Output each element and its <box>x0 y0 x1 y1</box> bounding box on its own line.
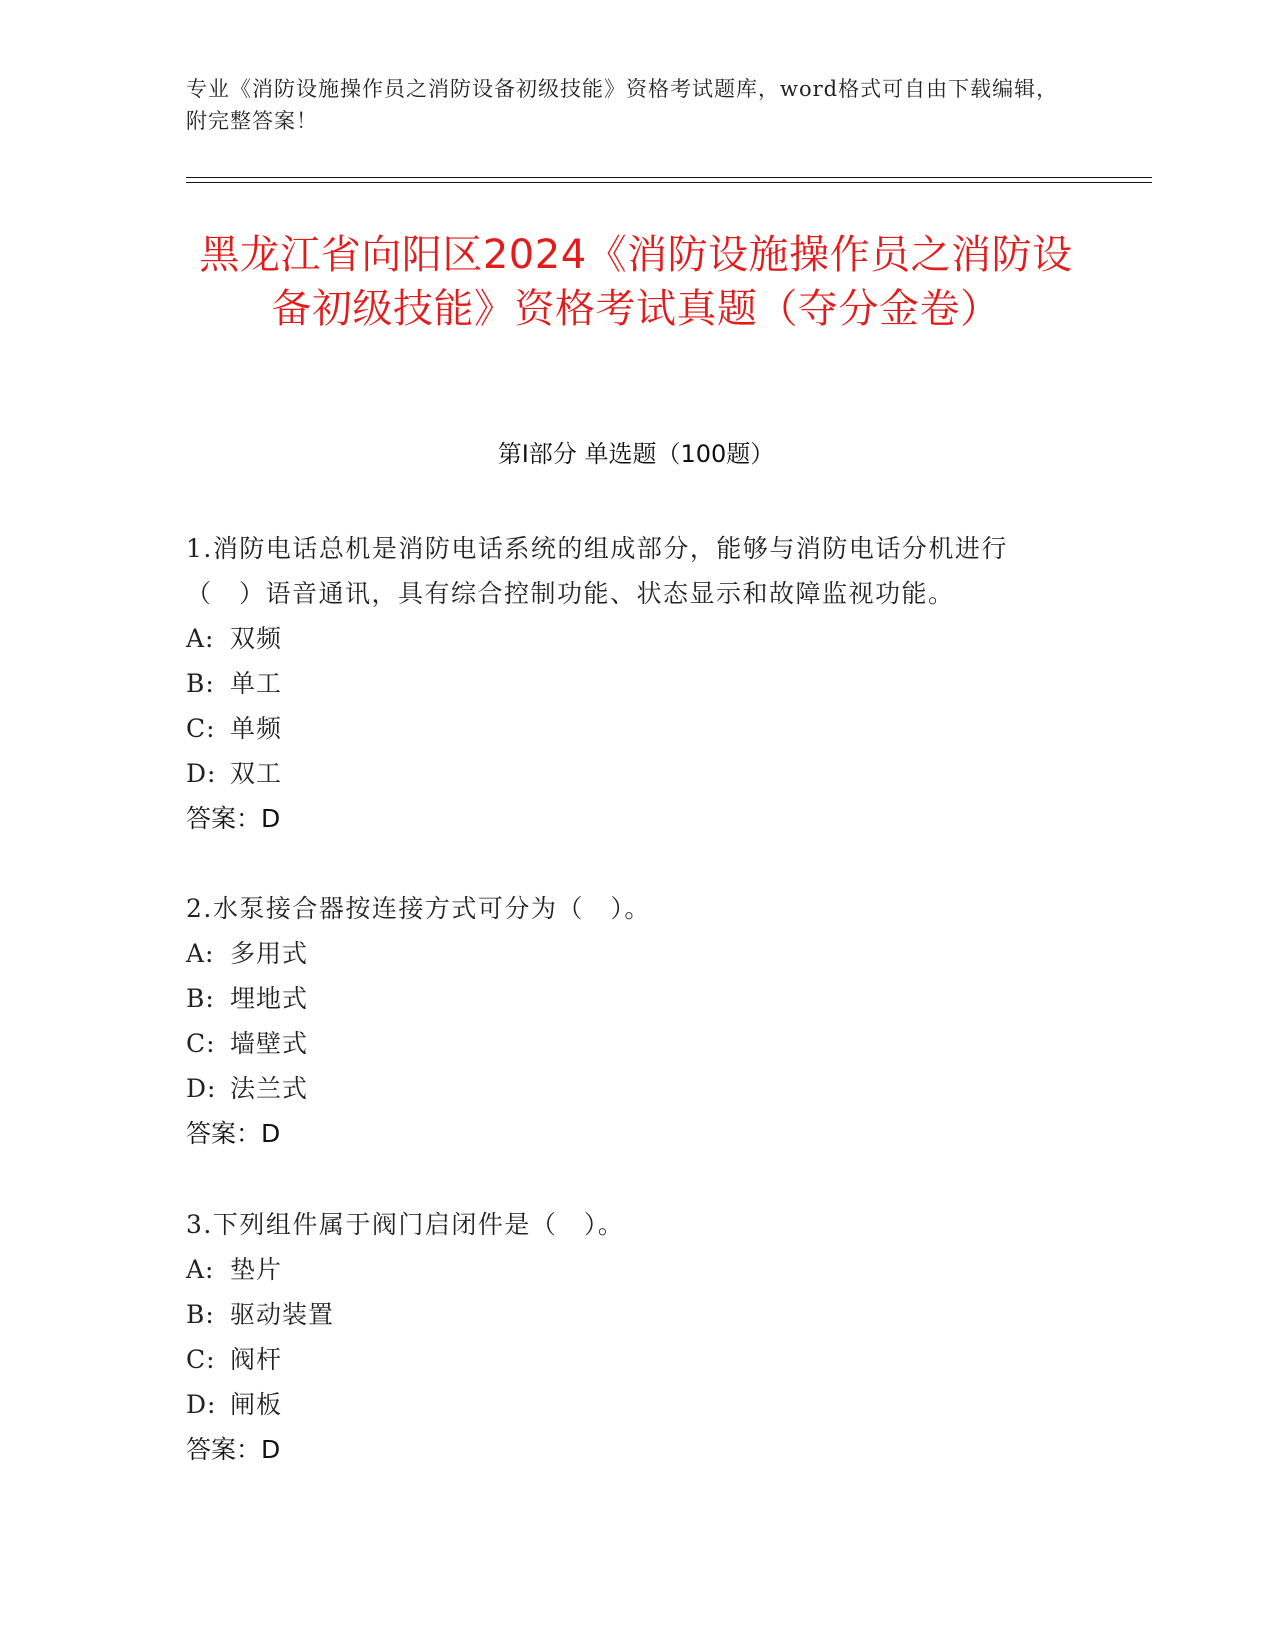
question-3 <box>186 1202 1066 1472</box>
option-b <box>186 976 1066 1021</box>
option-c <box>186 706 1066 751</box>
answer: 答案：D <box>186 1119 281 1148</box>
option-key: D: <box>186 1390 217 1419</box>
option-a <box>186 931 1066 976</box>
option-d <box>186 1382 1066 1427</box>
option-c <box>186 1337 1066 1382</box>
option-key: D: <box>186 1074 217 1103</box>
option-d <box>186 1066 1066 1111</box>
question-2 <box>186 886 1066 1156</box>
option-key: A: <box>186 939 215 968</box>
option-text: 法兰式 <box>230 1074 309 1103</box>
option-b <box>186 661 1066 706</box>
option-key: A: <box>186 1255 215 1284</box>
option-text: 闸板 <box>230 1390 283 1419</box>
question-stem: 2.水泵接合器按连接方式可分为（ ）。 <box>186 894 651 923</box>
option-key: C: <box>186 1345 216 1374</box>
option-key: C: <box>186 714 216 743</box>
option-key: D: <box>186 759 217 788</box>
option-text: 阀杆 <box>230 1345 283 1374</box>
section-heading: 第I部分 单选题（100题） <box>497 440 775 468</box>
option-c <box>186 1021 1066 1066</box>
question-stem: 3.下列组件属于阀门启闭件是（ ）。 <box>186 1210 625 1239</box>
option-text: 单工 <box>230 669 283 698</box>
option-d <box>186 751 1066 796</box>
option-text: 双频 <box>230 624 283 653</box>
option-text: 多用式 <box>230 939 309 968</box>
answer: 答案：D <box>186 1435 281 1464</box>
question-1 <box>186 526 1066 841</box>
option-a <box>186 1247 1066 1292</box>
option-text: 双工 <box>230 759 283 788</box>
option-key: B: <box>186 984 215 1013</box>
option-key: A: <box>186 624 215 653</box>
option-a <box>186 616 1066 661</box>
header-divider-top <box>186 177 1152 178</box>
header-divider-bottom <box>186 182 1152 183</box>
option-key: C: <box>186 1029 216 1058</box>
option-text: 墙壁式 <box>230 1029 309 1058</box>
option-text: 驱动装置 <box>230 1300 335 1329</box>
option-b <box>186 1292 1066 1337</box>
option-key: B: <box>186 1300 215 1329</box>
option-text: 埋地式 <box>230 984 309 1013</box>
option-text: 垫片 <box>230 1255 283 1284</box>
question-stem: 1.消防电话总机是消防电话系统的组成部分，能够与消防电话分机进行（ ）语音通讯，具有综合控制功能、状态显示和故障监视功能。 <box>186 534 1008 608</box>
answer: 答案：D <box>186 804 281 833</box>
option-key: B: <box>186 669 215 698</box>
document-title: 黑龙江省向阳区2024《消防设施操作员之消防设备初级技能》资格考试真题（夺分金卷） <box>199 232 1073 332</box>
header-note: 专业《消防设施操作员之消防设备初级技能》资格考试题库，word格式可自由下载编辑，附完整答案！ <box>186 77 1059 133</box>
option-text: 单频 <box>230 714 283 743</box>
